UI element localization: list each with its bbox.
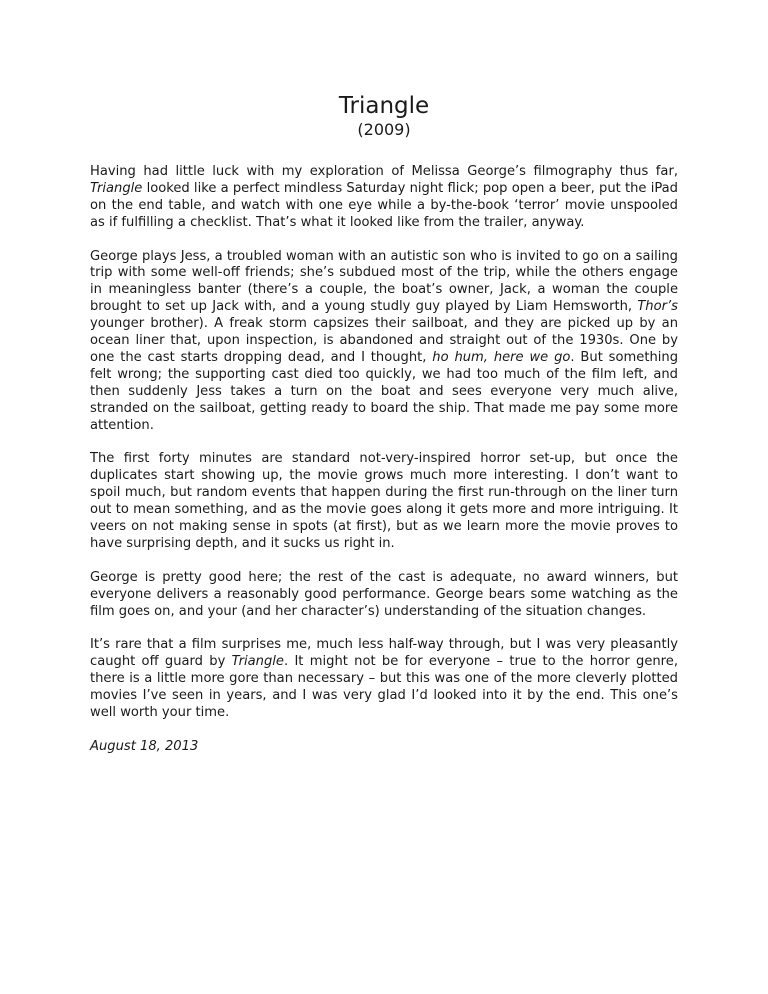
review-page <box>90 92 678 756</box>
paragraph-text: . But something felt wrong; the supporting cast died too quickly, we had too much of the film left, and then suddenly Jess takes a turn on the boat and sees everyone very much alive, stranded on the sailboat, getting ready to board the ship. That made me pay some more attention. <box>90 349 679 433</box>
review-date: August 18, 2013 <box>90 738 199 754</box>
paragraph-text: George is pretty good here; the rest of the cast is adequate, no award winners, but everyone delivers a reasonably good performance. George bears some watching as the film goes on, and your (and her character’s) understanding of the situation changes. <box>90 569 678 619</box>
paragraph-text: George plays Jess, a troubled woman with an autistic son who is invited to go on a sailing trip with some well-off friends; she’s subdued most of the trip, while the others engage in meaningless banter (there’s a couple, the boat’s owner, Jack, a woman the couple brought to set up Jack with, and a young studly guy played by Liam Hemsworth, <box>90 248 678 315</box>
review-paragraph <box>90 249 678 435</box>
paragraph-text: The first forty minutes are standard not-very-inspired horror set-up, but once the duplicates start showing up, the movie grows much more interesting. I don’t want to spoil much, but random events that happen during the first run-through on the liner turn out to mean something, and as the movie goes along it gets more and more intriguing. It veers on not making sense in spots (at first), but as we learn more the movie proves to have surprising depth, and it sucks us right in. <box>90 451 678 551</box>
review-body <box>90 164 678 722</box>
italic-text: Triangle <box>90 180 143 196</box>
paragraph-text: It’s rare that a film surprises me, much less half-way through, but I was very pleasantly caught off guard by <box>90 637 678 670</box>
review-paragraph <box>90 164 678 232</box>
italic-text: Triangle <box>231 654 284 670</box>
review-title: Triangle <box>338 93 430 119</box>
paragraph-text: looked like a perfect mindless Saturday night flick; pop open a beer, put the iPad on the end table, and watch with one eye while a by-the-book ‘terror’ movie unspooled as if fulfilling a checklist. That’s what it looked like from the trailer, anyway. <box>90 180 678 230</box>
paragraph-text: Having had little luck with my exploration of Melissa George’s filmography thus far, <box>90 164 678 179</box>
review-paragraph <box>90 570 678 621</box>
italic-text: Thor’s <box>637 299 678 315</box>
review-paragraph <box>90 637 678 722</box>
italic-text: ho hum, here we go <box>432 349 571 365</box>
paragraph-text: . It might not be for everyone – true to the horror genre, there is a little more gore than necessary – but this was one of the more cleverly plotted movies I’ve seen in years, and I was very glad I’d looked into it by the end. This one’s well worth your time. <box>90 654 678 720</box>
paragraph-text: younger brother). A freak storm capsizes their sailboat, and they are picked up by an ocean liner that, upon inspection, is abandoned and straight out of the 1930s. One by one the cast starts dropping dead, and I thought, <box>90 316 678 365</box>
release-year: (2009) <box>357 120 411 139</box>
review-paragraph <box>90 451 678 552</box>
